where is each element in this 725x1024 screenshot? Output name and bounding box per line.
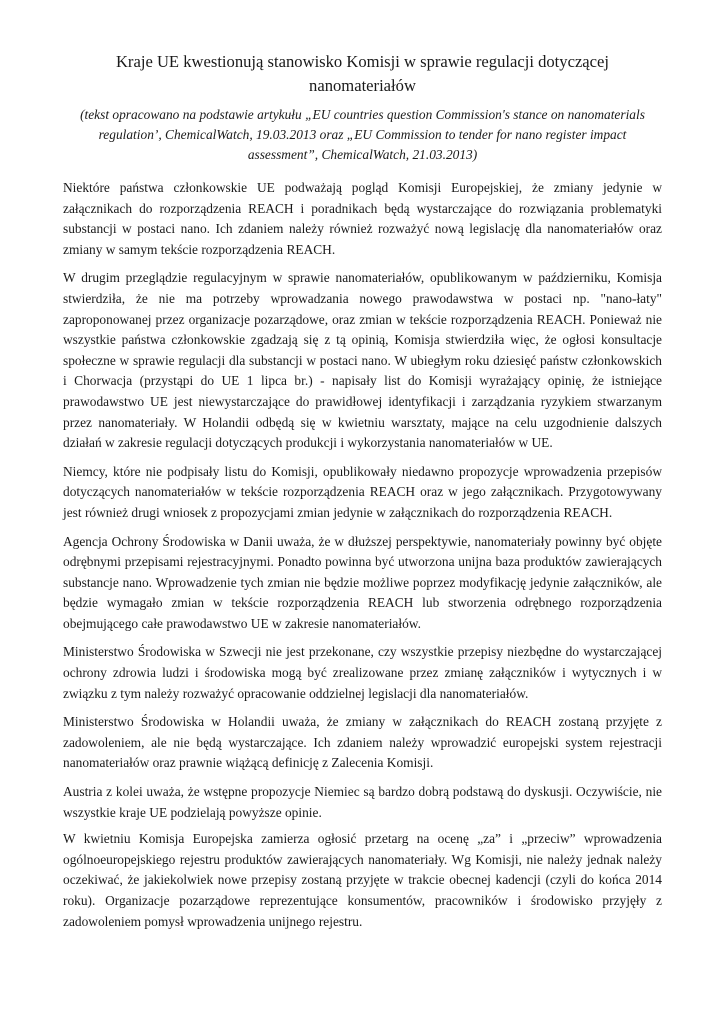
page-title: Kraje UE kwestionują stanowisko Komisji w sprawie regulacji dotyczącej nanomateriałów (115, 52, 610, 95)
paragraph-1: Niektóre państwa członkowskie UE podważają pogląd Komisji Europejskiej, że zmiany jedynie w załącznikach do rozporządzenia REACH i poradnikach będą wystarczające do rozwiązania problematyki substancji w postaci nano. Ich zdaniem należy również rozważyć nową legislację dla nanomateriałów oraz zmiany w samym tekście rozporządzenia REACH. (63, 180, 662, 257)
paragraph-7: Austria z kolei uważa, że wstępne propozycje Niemiec są bardzo dobrą podstawą do dyskusji. Oczywiście, nie wszystkie kraje UE podzielają powyższe opinie. (63, 784, 662, 820)
paragraph-2: W drugim przeglądzie regulacyjnym w sprawie nanomateriałów, opublikowanym w październiku, Komisja stwierdziła, że nie ma potrzeby wprowadzania nowego prawodawstwa w postaci np. "nano-łaty" zaproponowanej przez organizacje pozarządowe, oraz zmian w tekście rozporządzenia REACH. Ponieważ nie wszystkie państwa członkowskie zgadzają się z tą opinią, Komisja stwierdziła więc, że ogłosi konsultacje społeczne w sprawie regulacji dla substancji w postaci nano. W ubiegłym roku dziesięć państw członkowskich i Chorwacja (przystąpi do UE 1 lipca br.) - napisały list do Komisji wyrażający opinię, że istniejące prawodawstwo UE jest niewystarczające do prawidłowej identyfikacji i zarządzania ryzykiem stwarzanym przez nanomateriały. W Holandii odbędą się w kwietniu warsztaty, mające na celu uzgodnienie dalszych działań w zakresie regulacji dotyczących produkcji i wykorzystania nanomateriałów w UE. (63, 270, 662, 451)
paragraph-6: Ministerstwo Środowiska w Holandii uważa, że zmiany w załącznikach do REACH zostaną przyjęte z zadowoleniem, ale nie będą wystarczające. Ich zdaniem należy wprowadzić europejski system rejestracji nanomateriałów oraz prawnie wiążącą definicję z Zalecenia Komisji. (63, 714, 662, 771)
paragraph-8: W kwietniu Komisja Europejska zamierza ogłosić przetarg na ocenę „za” i „przeciw” wprowadzenia ogólnoeuropejskiego rejestru produktów zawierających nanomateriały. Wg Komisji, nie należy jednak należy oczekiwać, że jakiekolwiek nowe przepisy zostaną przyjęte w trakcie obecnej kadencji (czyli do końca 2014 roku). Organizacje pozarządowe reprezentujące konsumentów, pracowników i środowisko przyjęły z zadowoleniem pomysł wprowadzenia unijnego rejestru. (63, 831, 662, 929)
paragraph-5: Ministerstwo Środowiska w Szwecji nie jest przekonane, czy wszystkie przepisy niezbędne do wystarczającej ochrony zdrowia ludzi i środowiska mogą być zrealizowane przez zmianę załączników i wytycznych i w związku z tym należy rozważyć opracowanie oddzielnej legislacji dla nanomateriałów. (63, 644, 662, 701)
paragraph-3: Niemcy, które nie podpisały listu do Komisji, opublikowały niedawno propozycje wprowadzenia przepisów dotyczących nanomateriałów w tekście rozporządzenia REACH oraz w jego załącznikach. Przygotowywany jest również drugi wniosek z propozycjami zmian jedynie w załącznikach do rozporządzenia REACH. (63, 463, 662, 520)
source-note: (tekst opracowano na podstawie artykułu „EU countries question Commission's stance on nanomaterials regulation’, ChemicalWatch, 19.03.2013 oraz „EU Commission to tender for nano register impact assessment”, ChemicalWatch, 21.03.2013) (80, 107, 645, 162)
paragraph-4: Agencja Ochrony Środowiska w Danii uważa, że w dłuższej perspektywie, nanomateriały powinny być objęte odrębnymi przepisami rejestracyjnymi. Ponadto powinna być utworzona unijna baza produktów zawierających substancje nano. Wprowadzenie tych zmian nie będzie możliwe poprzez modyfikację jedynie załączników, ale będzie wymagało zmian w tekście rozporządzenia REACH lub stworzenia odrębnego rozporządzenia obejmującego całe prawodawstwo UE w zakresie nanomateriałów. (63, 533, 662, 631)
